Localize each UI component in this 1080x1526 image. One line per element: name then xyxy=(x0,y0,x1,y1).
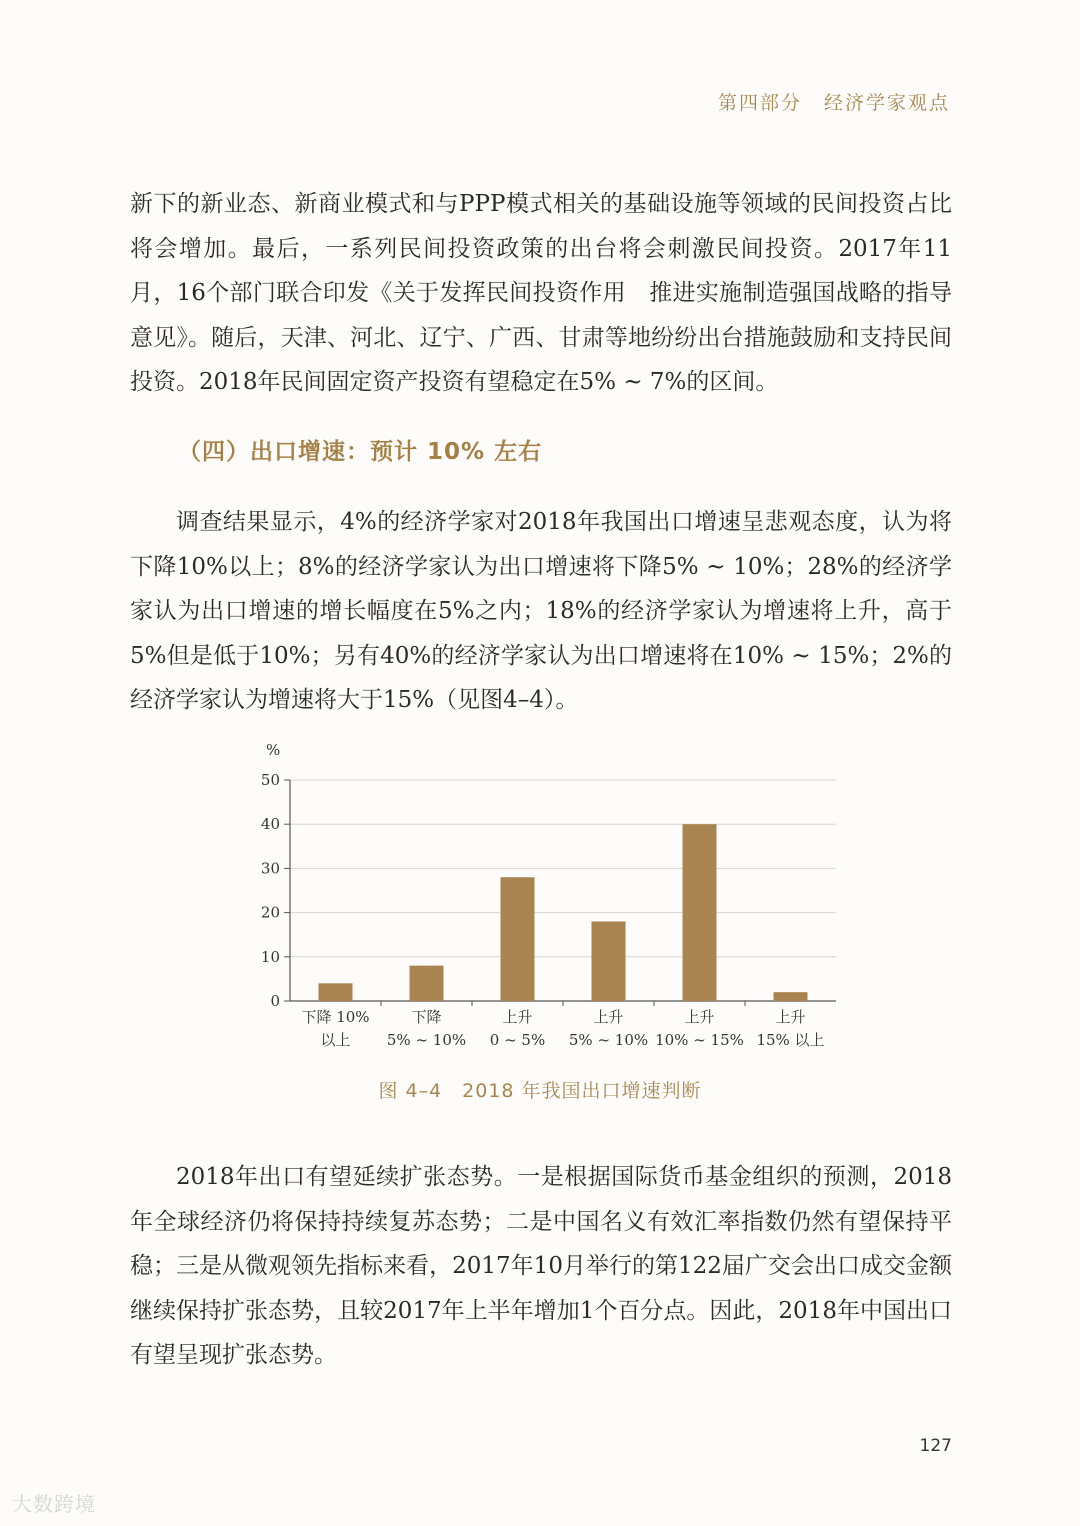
running-head-title: 经济学家观点 xyxy=(823,92,950,114)
x-tick-label: 5% ~ 10% xyxy=(568,1031,649,1049)
x-tick-label: 0 ~ 5% xyxy=(489,1031,546,1049)
y-tick-label: 20 xyxy=(260,903,280,922)
y-tick-label: 40 xyxy=(260,815,280,834)
y-tick-label: 50 xyxy=(260,771,280,789)
bar xyxy=(774,992,808,1001)
y-axis-unit-label: % xyxy=(266,741,281,759)
figure-caption: 图 4–4 2018 年我国出口增速判断 xyxy=(378,1080,702,1102)
bar xyxy=(501,877,535,1001)
section-heading: （四）出口增速：预计 10% 左右 xyxy=(178,439,543,465)
export-growth-bar-chart xyxy=(240,735,840,1065)
paragraph-export-outlook: 2018年出口有望延续扩张态势。一是根据国际货币基金组织的预测，2018年全球经济仍将保持持续复苏态势；二是中国名义有效汇率指数仍然有望保持平稳；三是从微观领先指标来看，2017年10月举行的第122届广交会出口成交金额继续保持扩张态势，且较2017年上半年增加1个百分点。因此，2018年中国出口有望呈现扩张态势。 xyxy=(130,1164,952,1369)
y-tick-label: 10 xyxy=(260,947,280,966)
x-tick-label: 上升 xyxy=(502,1008,533,1026)
y-tick-label: 0 xyxy=(270,992,280,1010)
x-tick-label: 15% 以上 xyxy=(756,1031,825,1049)
y-tick-label: 30 xyxy=(260,859,280,878)
x-tick-label: 以上 xyxy=(320,1031,351,1049)
x-tick-label: 下降 10% xyxy=(301,1008,370,1026)
bar xyxy=(410,966,444,1001)
x-tick-label: 上升 xyxy=(775,1008,806,1026)
x-tick-label: 上升 xyxy=(684,1008,715,1026)
x-tick-label: 下降 xyxy=(411,1008,442,1026)
running-head-part: 第四部分 xyxy=(717,92,802,114)
paragraph-survey-results: 调查结果显示，4%的经济学家对2018年我国出口增速呈悲观态度，认为将下降10%以上；8%的经济学家认为出口增速将下降5% ~ 10%；28%的经济学家认为出口增速的增长幅度在5%之内；18%的经济学家认为增速将上升，高于5%但是低于10%；另有40%的经济学家认为出口增速将在10% ~ 15%；2%的经济学家认为增速将大于15%（见图4–4）。 xyxy=(130,509,952,714)
bar xyxy=(592,921,626,1001)
paragraph-private-investment: 新下的新业态、新商业模式和与PPP模式相关的基础设施等领域的民间投资占比将会增加。最后，一系列民间投资政策的出台将会刺激民间投资。2017年11月，16个部门联合印发《关于发挥民间投资作用 推进实施制造强国战略的指导意见》。随后，天津、河北、辽宁、广西、甘肃等地纷纷出台措施鼓励和支持民间投资。2018年民间固定资产投资有望稳定在5% ~ 7%的区间。 xyxy=(130,191,952,396)
x-tick-label: 10% ~ 15% xyxy=(655,1031,744,1049)
page-number: 127 xyxy=(919,1436,952,1456)
bar xyxy=(683,824,717,1001)
running-head xyxy=(718,88,950,115)
watermark-logo: 大数跨境 xyxy=(12,1492,96,1516)
x-tick-label: 上升 xyxy=(593,1008,624,1026)
x-tick-label: 5% ~ 10% xyxy=(386,1031,467,1049)
bar xyxy=(319,983,353,1001)
